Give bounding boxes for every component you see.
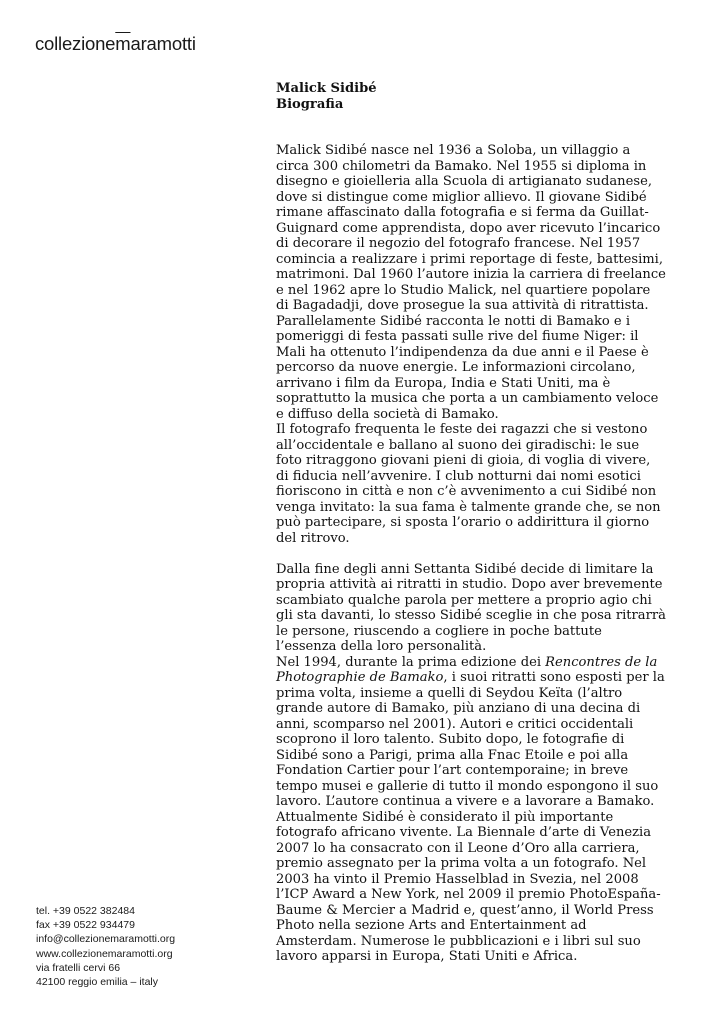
logo-text-overbar: $\overline{m}$ bbox=[115, 33, 131, 54]
document-subtitle: Biografia bbox=[276, 96, 344, 112]
document-author: Malick Sidibé bbox=[276, 81, 377, 96]
paragraph-early-life: Malick Sidibé nasce nel 1936 a Soloba, un villaggio a circa 300 chilometri da Bamako. Nel 1955 si diploma in disegno e gioielleria alla Scuola di artigianato sudanese, dove si distingue come miglior allievo. Il giovane Sidibé rimane affascinato dalla fotografia e si ferma da Guillat-Guignard come apprendista, dopo aver ricevuto l’incarico di decorare il negozio del fotografo francese. Nel 1957 comincia a realizzare i primi reportage di feste, battesimi, matrimoni. Dal 1960 l’autore inizia la carriera di freelance e nel 1962 apre lo Studio Malick, nel quartiere popolare di Bagadadji, dove prosegue la sua attività di ritrattista. bbox=[276, 143, 666, 313]
paragraph-recognition bbox=[276, 655, 666, 965]
contact-footer bbox=[36, 904, 175, 989]
heading-spacer bbox=[276, 112, 666, 143]
contact-email[interactable]: info@collezionemaramotti.org bbox=[36, 933, 176, 946]
recognition-text-end: , i suoi ritratti sono esposti per la prima volta, insieme a quelli di Seydou Keïta (l’altro grande autore di Bamako, più anziano di una decina di anni, scomparso nel 2001). Autori e critici occidentali scoprono il loro talento. Subito dopo, le fotografie di Sidibé sono a Parigi, prima alla Fnac Etoile e poi alla Fondation Cartier pour l’art contemporaine; in breve tempo musei e gallerie di tutto il mondo espongono il suo lavoro. L’autore continua a vivere e a lavorare a Bamako. Attualmente Sidibé è considerato il più importante fotografo africano vivente. La Biennale d’arte di Venezia 2007 lo ha consacrato con il Leone d’Oro alla carriera, premio assegnato per la prima volta a un fotografo. Nel 2003 ha vinto il Premio Hasselblad in Svezia, nel 2008 l’ICP Award a New York, nel 2009 il premio PhotoEspaña-Baume & Mercier a Madrid e, quest’anno, il World Press Photo nella sezione Arts and Entertainment ad Amsterdam. Numerose le pubblicazioni e i libri sul suo lavoro apparsi in Europa, Stati Uniti e Africa. bbox=[276, 670, 665, 964]
paragraph-studio-portraits: Dalla fine degli anni Settanta Sidibé decide di limitare la propria attività ai ritratti in studio. Dopo aver brevemente scambiato qualche parola per mettere a proprio agio chi gli sta davanti, lo stesso Sidibé sceglie in che posa ritrarrà le persone, riuscendo a cogliere in poche battute l’essenza della loro personalità. bbox=[276, 561, 666, 654]
logo-text-left: collezione bbox=[35, 33, 116, 54]
section-spacer bbox=[276, 546, 666, 562]
contact-city: 42100 reggio emilia – italy bbox=[36, 976, 158, 989]
contact-fax: fax +39 0522 934479 bbox=[36, 919, 135, 932]
recognition-text-start: Nel 1994, durante la prima edizione dei bbox=[276, 654, 546, 670]
contact-website[interactable]: www.collezionemaramotti.org bbox=[36, 947, 173, 960]
paragraph-bamako-nights: Parallelamente Sidibé racconta le notti di Bamako e i pomeriggi di festa passati sulle rive del fiume Niger: il Mali ha ottenuto l’indipendenza da due anni e il Paese è percorso da nuove energie. Le informazioni circolano, arrivano i film da Europa, India e Stati Uniti, ma è soprattutto la musica che porta a un cambiamento veloce e diffuso della società di Bamako. bbox=[276, 313, 659, 422]
event-title: Rencontres de la Photographie de Bamako bbox=[276, 654, 658, 685]
logo-text-right: aramotti bbox=[130, 33, 196, 54]
contact-street: via fratelli cervi 66 bbox=[36, 961, 121, 974]
paragraph-parties: Il fotografo frequenta le feste dei ragazzi che si vestono all’occidentale e ballano al suono dei giradischi: le sue foto ritraggono giovani pieni di gioia, di voglia di vivere, di fiducia nell’avvenire. I club notturni dai nomi esotici fioriscono in città e non c’è avvenimento a cui Sidibé non venga invitato: la sua fama è talmente grande che, se non può partecipare, si sposta l’orario o addirittura il giorno del ritrovo. bbox=[276, 422, 661, 546]
contact-tel: tel. +39 0522 382484 bbox=[36, 905, 135, 917]
document-body bbox=[276, 81, 666, 965]
brand-logo bbox=[35, 33, 196, 55]
